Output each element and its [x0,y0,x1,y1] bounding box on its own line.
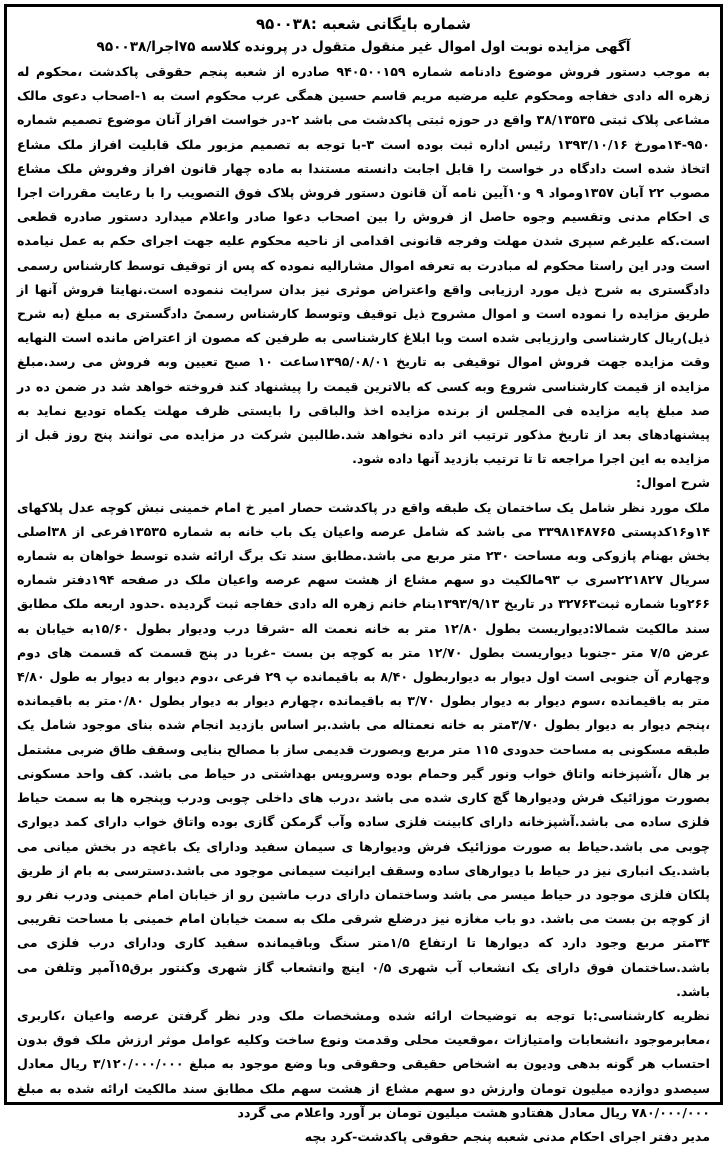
auction-notice-document [4,4,723,1144]
notice-title: آگهی مزایده نوبت اول اموال غیر منقول متقول در پرونده کلاسه ۷۵اجرا/۹۵۰۰۳۸ [96,39,631,55]
property-description-paragraph: ملک مورد نظر شامل یک ساختمان یک طبقه واقع در پاکدشت حصار امیر خ امام خمینی نبش کوچه عدل پلاکهای ۱۴و۱۶کدپستی ۳۳۹۸۱۴۸۷۶۵ می باشد که شامل عرصه واعیان یک باب خانه به شماره ۱۳۵۳۵فرعی از ۳۸اصلی بخش بهنام پازوکی وبه مساحت ۲۳۰ متر مربع می باشد.مطابق سند تک برگ ارائه شده توسط خواهان به شماره سریال ۲۲۱۸۲۷سری ب ۹۳مالکیت دو سهم مشاع از هشت سهم عرصه واعیان ملک در صفحه ۱۹۴دفتر شماره ۲۶۶وبا شماره ثبت۳۲۷۶۳ در تاریخ ۱۳۹۳/۹/۱۳بنام خانم زهره اله دادی خفاجه ثبت گردیده .حدود اربعه ملک مطابق سند مالکیت شمالا:دیواریست بطول ۱۲/۸۰ متر به خانه نعمت اله -شرقا درب ودیوار بطول ۱۵/۶۰به خیابان به عرض ۷/۵ متر -جنوبا دیواریست بطول ۱۲/۷۰ متر به کوچه بن بست -غربا در پنج قسمت که قسمت های دوم وچهارم آن جنوبی است اول دیوار به دیواربطول ۸/۴۰ به باقیمانده پ ۲۹ فرعی ،دوم دیوار به دیوار به طول ۴/۸۰ متر به باقیمانده ،سوم دیوار به دیوار بطول ۳/۷۰ به باقیمانده ،چهارم دیوار به دیوار بطول ۰/۸۰متر به باقیمانده ،پنجم دیوار به دیوار بطول ۳/۷۰متر به خانه نعمتاله می باشد.بر اساس بازدید انجام شده بنای موجود شامل یک طبقه مسکونی به مساحت حدودی ۱۱۵ متر مربع وبصورت قدیمی ساز با مصالح بنایی وسقف طاق ضربی مشتمل بر هال ،آشپزخانه واتاق خواب ونور گیر وحمام بوده وسرویس بهداشتی در حیاط می باشد. کف واحد مسکونی بصورت موزائیک فرش ودیوارها گچ کاری شده می باشد ،درب های داخلی چوبی ودرب وپنجره ها به سمت حیاط فلزی ساده می باشد.آشپزخانه دارای کابینت فلزی ساده وآب گرمکن گازی بوده واتاق خواب دارای کمد دیواری چوبی می باشد.حیاط به صورت موزائیک فرش ودیوارها ی سیمان سفید ودارای یک باغچه در بخش میانی می باشد.یک انباری نیز در حیاط با دیوارهای ساده وسقف ایرانیت سیمانی موجود می باشد.دسترسی به بام از طریق پلکان فلزی موجود در حیاط میسر می باشد وساختمان دارای درب ماشین رو از خیابان امام خمینی ودرب نفر رو از کوچه بن بست می باشد. دو باب مغازه نیز درضلع شرقی ملک به سمت خیابان امام خمینی با مساحت تقریبی ۳۴متر مربع وجود دارد که دیوارها تا ارتفاع ۱/۵متر سنگ وباقیمانده سفید کاری ودارای درب فلزی می باشد.ساختمان فوق دارای یک انشعاب آب شهری ۰/۵ اینچ وانشعاب گاز شهری وکنتور برق۱۵آمپر وتلفن می باشد. [17,499,711,999]
order-paragraph: به موجب دستور فروش موضوع دادنامه شماره ۹۴۰۵۰۰۱۵۹ صادره از شعبه پنجم حقوقی پاکدشت ،محکوم له زهره اله دادی خفاجه ومحکوم علیه مرضیه مریم قاسم حسین همگی عرب محکوم است به ۱-اصحاب دعوی مالک مشاعی پلاک ثبتی ۳۸/۱۳۵۳۵ واقع در حوزه ثبتی پاکدشت می باشد ۲-در خواست افراز آنان موضوع تصمیم شماره ۹۵۰-۱۴مورخ ۱۳۹۳/۱۰/۱۶ رئیس اداره ثبت بوده است ۳-با توجه به تصمیم مزبور ملک قابلیت افراز ملک مشاع اتخاذ شده است دادگاه در خواست را قابل اجابت دانسته مستندا به ماده چهار قانون افراز وفروش ملک مشاع مصوب ۲۲ آبان ۱۳۵۷ومواد ۹ و۱۰آیین نامه آن قانون دستور فروش پلاک فوق التصویب را با رعایت مقررات اجرا ی احکام مدنی وتقسیم وجوه حاصل از فروش را بین اصحاب دعوا صادر واعلام میدارد دستور صادره قطعی است.که علیرغم سپری شدن مهلت وفرجه قانونی اقدامی از ناحیه محکوم علیه جهت اجرای حکم به عمل نیامده است ودر این راستا محکوم له مبادرت به تعرفه اموال مشارالیه نموده که پس از توقیف توسط کارشناس رسمی دادگستری به شرح ذیل مورد ارزیابی واقع واعتراض موثری نیز بدان سرایت ننموده است.نهایتا فروش آنها از طریق مزایده را نموده است و اموال مشروح ذیل توقیف وتوسط کارشناس رسمیً دادگستری به مبلغ (به شرح ذیل)ریال کارشناسی وارزیابی شده است وبا ابلاغ کارشناسی به طرفین که مصون از اعتراض مانده است النهایه وقت مزایده جهت فروش اموال توقیفی به تاریخ ۱۳۹۵/۰۸/۰۱ساعت ۱۰ صبح تعیین وبه فروش می رسد.مبلغ مزایده از قیمت کارشناسی شروع وبه کسی که بالاترین قیمت را پیشنهاد کند فروخته خواهد شد در ضمن ده در صد مبلغ پایه مزایده فی المجلس از برنده مزایده اخذ والباقی را بایستی ظرف مهلت یکماه تودیع نماید به پیشنهادهای بعد از تاریخ مذکور ترتیب اثر داده نخواهد شد.طالبین شرکت در مزایده می توانند پنج روز قبل از مزایده به این اجرا مراجعه تا تا ترتیب بازدید آنها داده شود. [17,64,711,467]
property-heading: شرح اموال: [636,475,710,491]
archive-number: شماره بایگانی شعبه :۹۵۰۰۳۸ [255,15,472,33]
expert-opinion-paragraph: نظریه کارشناسی:با توجه به توضیحات ارائه شده ومشخصات ملک ودر نظر گرفتن عرصه واعیان ،کاربری ،معابرموجود ،انشعابات وامتیازات ،موقعیت محلی وقدمت ونوع ساخت وکلیه عوامل موثر ارزش ملک فوق بدون احتساب هر گونه بدهی ودیون به اشخاص حقیقی وحقوقی وبا وضع موجود به مبلغ ۳/۱۲۰/۰۰۰/۰۰۰ ریال معادل سیصدو دوازده میلیون تومان وارزش دو سهم مشاع از هشت سهم ملک مطابق سند مالکیت ارائه شده به مبلغ ۷۸۰/۰۰۰/۰۰۰ ریال معادل هفتادو هشت میلیون تومان بر آورد واعلام می گردد [17,1007,710,1120]
signature-line: مدیر دفتر اجرای احکام مدنی شعبه پنجم حقوقی پاکدشت-کرد بچه [304,1128,710,1144]
